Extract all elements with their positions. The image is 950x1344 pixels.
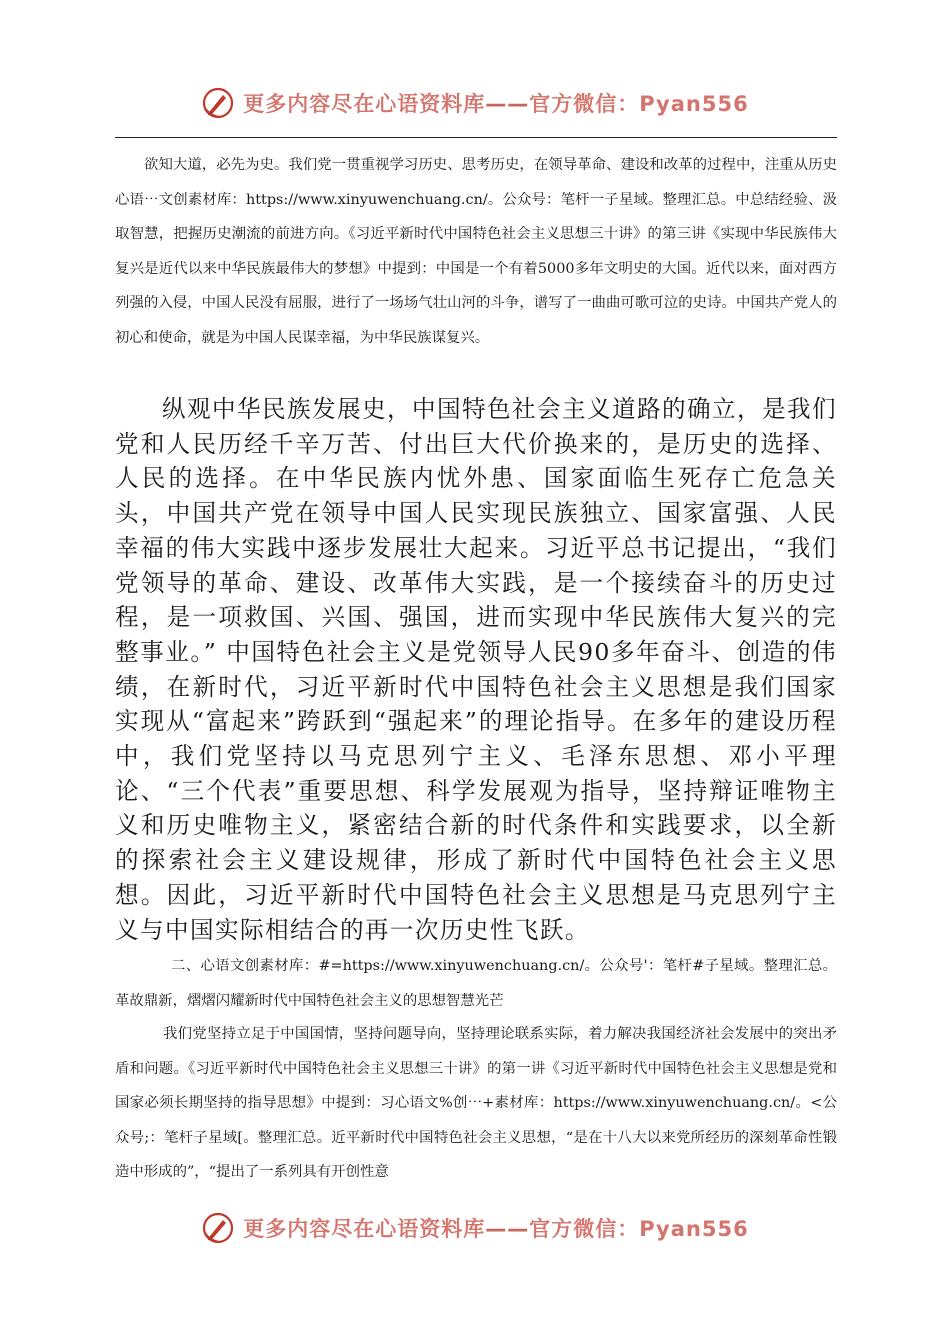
intro-paragraph: 欲知大道，必先为史。我们党一贯重视学习历史、思考历史，在领导革命、建设和改革的过程中，注重从历史心语⋯文创素材库：https://www.xinyuwenchuang.cn/。公众号：笔杆一子星域。整理汇总。中总结经验、汲取智慧，把握历史潮流的前进方向。《习近平新时代中国特色社会主义思想三十讲》的第三讲《实现中华民族伟大复兴是近代以来中华民族最伟大的梦想》中提到：中国是一个有着5000多年文明史的大国。近代以来，面对西方列强的入侵，中国人民没有屈服，进行了一场场气壮山河的斗争，谱写了一曲曲可歌可泣的史诗。中国共产党人的初心和使命，就是为中国人民谋幸福，为中华民族谋复兴。	[115, 157, 837, 346]
footer-banner	[0, 1205, 950, 1251]
footer-banner-text: 更多内容尽在心语资料库——官方微信：Pyan556	[243, 1217, 749, 1241]
body-paragraph: 我们党坚持立足于中国国情，坚持问题导向，坚持理论联系实际，着力解决我国经济社会发展中的突出矛盾和问题。《习近平新时代中国特色社会主义思想三十讲》的第一讲《习近平新时代中国特色社会主义思想是党和国家必须长期坚持的指导思想》中提到：习心语文%创⋯+素材库：https://www.xinyuwenchuang.cn/。<公众号;：笔杆子星域[。整理汇总。近平新时代中国特色社会主义思想，“是在十八大以来党所经历的深刻革命性锻造中形成的”，“提出了一系列具有开创性意	[115, 1026, 837, 1180]
header-banner-text: 更多内容尽在心语资料库——官方微信：Pyan556	[243, 92, 749, 116]
header-divider	[115, 137, 837, 138]
section-heading-paragraph: 二、心语文创素材库：#=https://www.xinyuwenchuang.cn/。公众号'：笔杆#子星域。整理汇总。革故鼎新，熠熠闪耀新时代中国特色社会主义的思想智慧光芒	[115, 958, 837, 1009]
main-paragraph: 纵观中华民族发展史，中国特色社会主义道路的确立，是我们党和人民历经千辛万苦、付出巨大代价换来的，是历史的选择、人民的选择。在中华民族内忧外患、国家面临生死存亡危急关头，中国共产党在领导中国人民实现民族独立、国家富强、人民幸福的伟大实践中逐步发展壮大起来。习近平总书记提出，“我们党领导的革命、建设、改革伟大实践，是一个接续奋斗的历史过程，是一项救国、兴国、强国，进而实现中华民族伟大复兴的完整事业。” 中国特色社会主义是党领导人民90多年奋斗、创造的伟绩，在新时代，习近平新时代中国特色社会主义思想是我们国家实现从“富起来”跨跃到“强起来”的理论指导。在多年的建设历程中，我们党坚持以马克思列宁主义、毛泽东思想、邓小平理论、“三个代表”重要思想、科学发展观为指导，坚持辩证唯物主义和历史唯物主义，紧密结合新的时代条件和实践要求，以全新的探索社会主义建设规律，形成了新时代中国特色社会主义思想。因此，习近平新时代中国特色社会主义思想是马克思列宁主义与中国实际相结合的再一次历史性飞跃。	[115, 395, 837, 944]
header-banner	[0, 80, 950, 126]
pen-logo-icon	[201, 1211, 235, 1245]
pen-logo-icon	[201, 86, 235, 120]
